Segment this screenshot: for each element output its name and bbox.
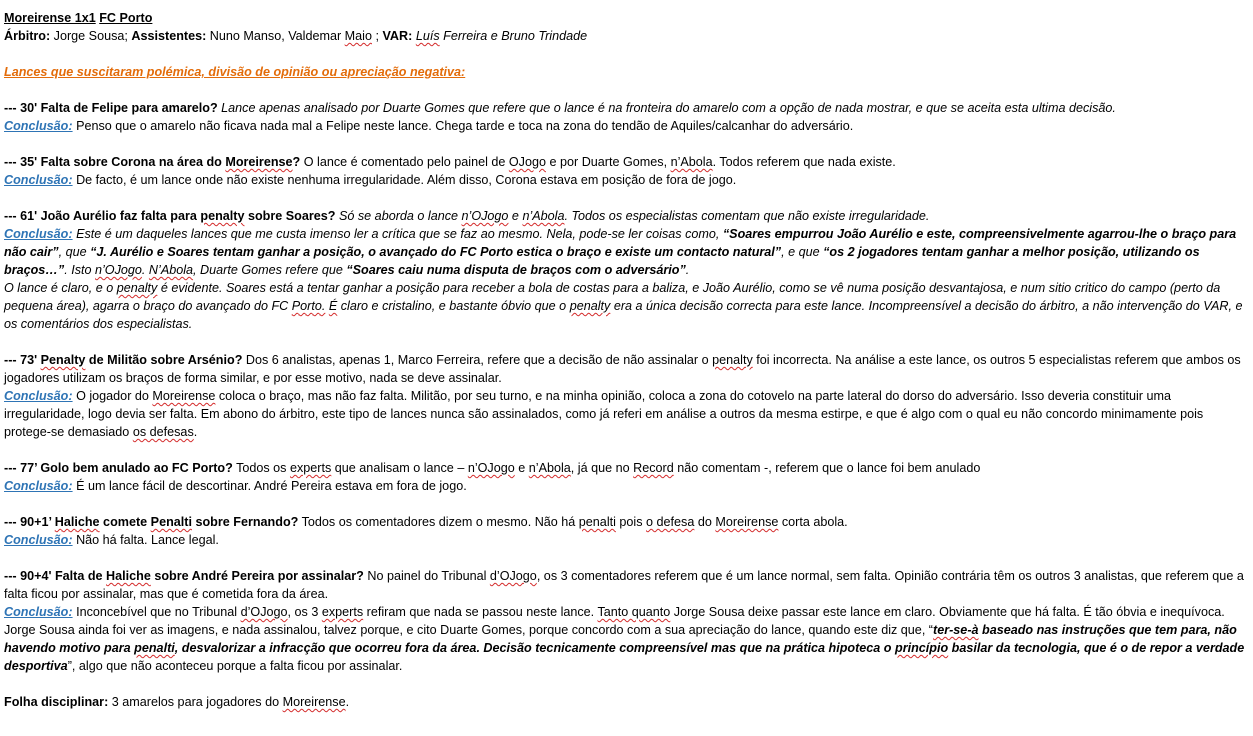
- source-record: Record: [633, 461, 674, 475]
- lance-analysis: e por Duarte Gomes,: [546, 155, 671, 169]
- match-title: [4, 9, 1249, 27]
- section-heading-text: Lances que suscitaram polémica, divisão de opinião ou apreciação negativa:: [4, 65, 466, 79]
- lance-61-opinion: [4, 279, 1249, 333]
- conclusion-text: Este é um daqueles lances que me custa imenso ler a crítica que se faz ao mesmo. Nela, pode-se ler coisas como,: [72, 227, 723, 241]
- lance-analysis: , os 3 comentadores referem que é um lance normal, sem falta. Opinião contrária têm os outros 3 analistas, que referem que a falta ficou por assinalar, mas que é cometida fora da área.: [4, 569, 1244, 601]
- conclusion-text: Jorge Sousa deixe passar este lance em claro. Obviamente que há falta. É tão óbvia e inequívoca. Jorge Sousa ainda foi ver as imagens, e nada assinalou, talvez porque, e cito Duarte Gomes, porque concordo com a sua apreciação do lance, quando este diz que, “: [4, 605, 1225, 637]
- quote: “J. Aurélio e Soares tentam ganhar a posição, o avançado do FC Porto estica o braço e existe um contacto natural”: [90, 245, 782, 259]
- conclusion-text: Penso que o amarelo não ficava nada mal a Felipe neste lance. Chega tarde e toca na zona do tendão de Aquiles/calcanhar do adversário.: [72, 119, 854, 133]
- word-moreirense: Moreirense: [152, 389, 216, 403]
- lance-90-1-description: [4, 513, 1249, 531]
- conclusion-text: , que: [58, 245, 91, 259]
- conclusion-text: refiram que nada se passou neste lance.: [363, 605, 598, 619]
- word-experts: experts: [321, 605, 364, 619]
- quote: princípio: [895, 641, 949, 655]
- lance-35-conclusion: [4, 171, 1249, 189]
- lance-title: comete: [99, 515, 151, 529]
- word-penalty: penalty: [569, 299, 611, 313]
- conclusion-label: Conclusão:: [4, 119, 73, 133]
- lance-90-1-conclusion: [4, 531, 1249, 549]
- match-title-teams: Moreirense 1x1: [4, 11, 96, 25]
- opinion-text: era a única decisão correcta para este lance. Incompreensível a decisão do árbitro, a não intervenção do VAR, e os comentários dos especialistas.: [4, 299, 1243, 331]
- source-abola: n’Abola: [522, 209, 565, 223]
- conclusion-label: Conclusão:: [4, 533, 73, 547]
- conclusion-label: Conclusão:: [4, 479, 73, 493]
- lance-analysis: . Todos os especialistas comentam que não existe irregularidade.: [564, 209, 930, 223]
- source-abola: N’Abola: [148, 263, 194, 277]
- folha-label: Folha disciplinar:: [4, 695, 109, 709]
- source-ojogo: d’OJogo: [489, 569, 537, 583]
- lance-analysis: O lance é comentado pelo painel de: [300, 155, 509, 169]
- quote: basilar da tecnologia, que é o de repor a verdade desportiva: [4, 641, 1245, 673]
- conclusion-label: Conclusão:: [4, 173, 73, 187]
- conclusion-text: .: [685, 263, 690, 277]
- source-abola: n’Abola: [528, 461, 571, 475]
- word-experts: experts: [289, 461, 332, 475]
- lance-61-description: [4, 207, 1249, 225]
- quote: penalti: [134, 641, 175, 655]
- assistente-surname: Maio: [344, 29, 372, 43]
- assistentes-names: Nuno Manso, Valdemar: [206, 29, 345, 43]
- lance-analysis: e: [508, 209, 523, 223]
- lance-30-conclusion: [4, 117, 1249, 135]
- word-moreirense: Moreirense: [715, 515, 779, 529]
- conclusion-text: Inconcebível que no Tribunal: [72, 605, 241, 619]
- var-names: Ferreira e Bruno Trindade: [439, 29, 588, 43]
- conclusion-text: , os 3: [287, 605, 322, 619]
- word-penalty: penalty: [712, 353, 753, 367]
- word-haliche: Haliche: [106, 569, 151, 583]
- folha-disciplinar: [4, 693, 1249, 711]
- lance-title-penalty: penalty: [200, 209, 245, 223]
- lance-90-4-description: [4, 567, 1249, 603]
- word-moreirense: Moreirense: [282, 695, 346, 709]
- lance-analysis: Lance apenas analisado por Duarte Gomes que refere que o lance é na fronteira do amarelo com a opção de nada mostrar, e que se aceita esta ultima decisão.: [217, 101, 1116, 115]
- section-heading: [4, 63, 1249, 81]
- conclusion-text: , e que: [781, 245, 824, 259]
- lance-title: --- 90+4' Falta de: [4, 569, 107, 583]
- conclusion-label: Conclusão:: [4, 227, 73, 241]
- conclusion-text: O jogador do: [72, 389, 153, 403]
- lance-analysis: e: [514, 461, 529, 475]
- lance-30-description: [4, 99, 1249, 117]
- opinion-text: é evidente. Soares está a tentar ganhar a posição para receber a bola de costas para a baliza, e João Aurélio, como se vê numa posição desvantajosa, e num sitio critico do campo (perto da pequena área), agarra o braço do avançado do FC: [4, 281, 1221, 313]
- conclusion-text: . Isto: [64, 263, 95, 277]
- quote: , desvalorizar a infracção que ocorreu fora da área. Decisão tecnicamente compreensível mas que na prática hipoteca o: [174, 641, 895, 655]
- lance-analysis: foi incorrecta. Na análise a este lance, os outros 5 especialistas referem que ambos os jogadores utilizam os braços de forma similar, e por esse motivo, nada se deve assinalar.: [4, 353, 1241, 385]
- word-penalti: penalti: [578, 515, 616, 529]
- lance-77-conclusion: [4, 477, 1249, 495]
- arbitro-label: Árbitro:: [4, 29, 51, 43]
- folha-text: 3 amarelos para jogadores do: [108, 695, 283, 709]
- opinion-text: O lance é claro, e o: [4, 281, 117, 295]
- lance-analysis: corta abola.: [778, 515, 848, 529]
- conclusion-text: .: [141, 263, 149, 277]
- lance-analysis: Dos 6 analistas, apenas 1, Marco Ferreira, refere que a decisão de não assinalar o: [242, 353, 713, 367]
- word-o-defesa: o defesa: [646, 515, 695, 529]
- conclusion-text: É um lance fácil de descortinar. André Pereira estava em fora de jogo.: [72, 479, 467, 493]
- conclusion-text: , Duarte Gomes refere que: [193, 263, 347, 277]
- lance-analysis: pois: [615, 515, 647, 529]
- folha-text: .: [345, 695, 350, 709]
- lance-title: --- 77’ Golo bem anulado ao FC Porto?: [4, 461, 233, 475]
- quote: ter-se-à: [933, 623, 979, 637]
- lance-77-description: [4, 459, 1249, 477]
- source-abola: n’Abola: [670, 155, 713, 169]
- source-ojogo: n’OJogo: [461, 209, 509, 223]
- conclusion-text: .: [193, 425, 198, 439]
- conclusion-label: Conclusão:: [4, 605, 73, 619]
- lance-analysis: do: [694, 515, 716, 529]
- separator: ;: [371, 29, 383, 43]
- arbitro-name: Jorge Sousa;: [50, 29, 132, 43]
- word-os-defesas: os defesas: [132, 425, 194, 439]
- lance-90-4-conclusion: [4, 603, 1249, 675]
- source-ojogo: n’OJogo: [95, 263, 142, 277]
- match-title-opponent: FC Porto: [99, 11, 153, 25]
- lance-analysis: , já que no: [570, 461, 634, 475]
- lance-title-end: ?: [292, 155, 301, 169]
- word-penalty: penalty: [116, 281, 158, 295]
- word-e: É: [328, 299, 338, 313]
- conclusion-label: Conclusão:: [4, 389, 73, 403]
- lance-title-team: Moreirense: [225, 155, 293, 169]
- quote: “os 2 jogadores tentam ganhar a melhor posição, utilizando os braços…”: [4, 245, 1200, 277]
- lance-title-end: sobre Fernando?: [191, 515, 299, 529]
- lance-analysis: que analisam o lance –: [331, 461, 468, 475]
- opinion-text: claro e cristalino, e bastante óbvio que o: [337, 299, 570, 313]
- lance-analysis: No painel do Tribunal: [363, 569, 490, 583]
- lance-title-end: sobre André Pereira por assinalar?: [150, 569, 364, 583]
- var-label: VAR:: [382, 29, 413, 43]
- lance-title-end: de Militão sobre Arsénio?: [85, 353, 243, 367]
- lance-title: --- 35' Falta sobre Corona na área do: [4, 155, 226, 169]
- var-firstname: Luís: [415, 29, 440, 43]
- word-haliche: Haliche: [54, 515, 100, 529]
- assistentes-label: Assistentes:: [131, 29, 207, 43]
- conclusion-text: Não há falta. Lance legal.: [72, 533, 219, 547]
- quote: “Soares caiu numa disputa de braços com o adversário”: [346, 263, 686, 277]
- lance-title: --- 61' João Aurélio faz falta para: [4, 209, 201, 223]
- officials-line: [4, 27, 1249, 45]
- quote: “Soares empurrou João Aurélio e este, compreensivelmente agarrou-lhe o braço para não cair”: [4, 227, 1237, 259]
- lance-title: --- 30' Falta de Felipe para amarelo?: [4, 101, 218, 115]
- source-ojogo: d’OJogo: [240, 605, 288, 619]
- conclusion-text: ”, algo que não aconteceu porque a falta ficou por assinalar.: [67, 659, 403, 673]
- conclusion-text: De facto, é um lance onde não existe nenhuma irregularidade. Além disso, Corona estava em posição de fora de jogo.: [72, 173, 737, 187]
- source-ojogo: OJogo: [508, 155, 546, 169]
- lance-analysis: Todos os comentadores dizem o mesmo. Não há: [298, 515, 579, 529]
- lance-analysis: . Todos referem que nada existe.: [712, 155, 896, 169]
- lance-title: --- 73': [4, 353, 41, 367]
- lance-analysis: Todos os: [232, 461, 290, 475]
- lance-73-conclusion: [4, 387, 1249, 441]
- lance-73-description: [4, 351, 1249, 387]
- lance-title-penalty: Penalty: [40, 353, 86, 367]
- word-tanto-quanto: Tanto quanto: [597, 605, 671, 619]
- lance-analysis: Só se aborda o lance: [335, 209, 462, 223]
- lance-title: --- 90+1’: [4, 515, 55, 529]
- lance-61-conclusion: [4, 225, 1249, 279]
- lance-analysis: não comentam -, referem que o lance foi bem anulado: [673, 461, 981, 475]
- word-porto: Porto.: [291, 299, 326, 313]
- word-penalti: Penalti: [150, 515, 192, 529]
- source-ojogo: n’OJogo: [467, 461, 515, 475]
- quote: baseado nas instruções que tem para, não havendo motivo para: [4, 623, 1237, 655]
- conclusion-text: coloca o braço, mas não faz falta. Militão, por seu turno, e na minha opinião, coloca a zona do cotovelo na parte lateral do dorso do adversário. Isso deveria constituir uma irregularidade, logo devia ser falta. Em abono do árbitro, este tipo de lances nunca são assinalados, como já referi em análise a outros da mesma estirpe, e que é algo com o qual eu não concordo minimamente pois protege-se demasiado: [4, 389, 1204, 439]
- lance-title-end: sobre Soares?: [244, 209, 336, 223]
- lance-35-description: [4, 153, 1249, 171]
